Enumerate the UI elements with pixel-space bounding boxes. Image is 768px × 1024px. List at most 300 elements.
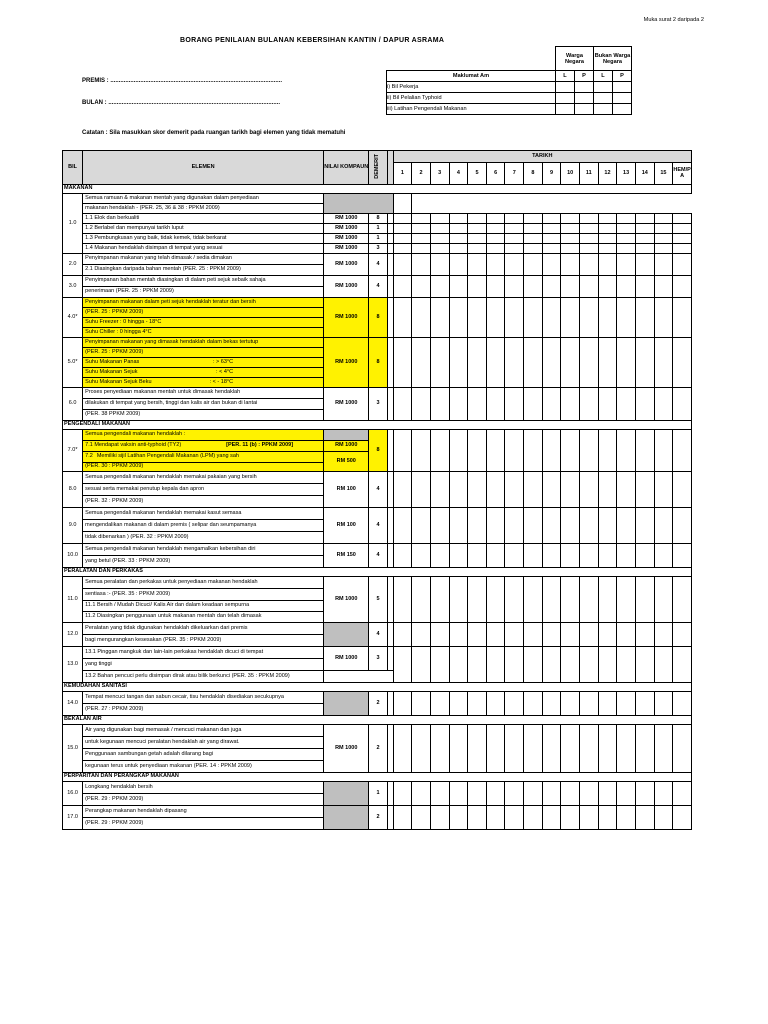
- date-score-cell[interactable]: [654, 430, 673, 472]
- date-score-cell[interactable]: [412, 577, 431, 623]
- date-score-cell[interactable]: [505, 692, 524, 716]
- date-score-cell[interactable]: [430, 224, 449, 234]
- date-score-cell[interactable]: [617, 692, 636, 716]
- date-score-cell[interactable]: [635, 254, 654, 276]
- date-score-cell[interactable]: [393, 234, 412, 244]
- date-score-cell[interactable]: [486, 725, 505, 773]
- date-score-cell[interactable]: [468, 806, 487, 830]
- date-score-cell[interactable]: [468, 508, 487, 544]
- date-score-cell[interactable]: [654, 298, 673, 338]
- date-score-cell[interactable]: [617, 577, 636, 623]
- date-score-cell[interactable]: [580, 254, 599, 276]
- date-score-cell[interactable]: [430, 472, 449, 508]
- date-score-cell[interactable]: [542, 577, 561, 623]
- date-score-cell[interactable]: [393, 244, 412, 254]
- date-score-cell[interactable]: [505, 338, 524, 388]
- input-cell[interactable]: [613, 93, 632, 104]
- date-score-cell[interactable]: [430, 234, 449, 244]
- date-score-cell[interactable]: [449, 508, 468, 544]
- date-score-cell[interactable]: [412, 244, 431, 254]
- date-score-cell[interactable]: [412, 782, 431, 806]
- date-score-cell[interactable]: [617, 298, 636, 338]
- date-score-cell[interactable]: [617, 244, 636, 254]
- date-score-cell[interactable]: [486, 224, 505, 234]
- date-score-cell[interactable]: [654, 224, 673, 234]
- date-score-cell[interactable]: [635, 577, 654, 623]
- date-score-cell[interactable]: [635, 782, 654, 806]
- date-score-cell[interactable]: [561, 298, 580, 338]
- date-score-cell[interactable]: [617, 725, 636, 773]
- date-score-cell[interactable]: [598, 338, 617, 388]
- date-score-cell[interactable]: [542, 647, 561, 683]
- date-score-cell[interactable]: [449, 692, 468, 716]
- date-score-cell[interactable]: [468, 234, 487, 244]
- input-cell[interactable]: [594, 104, 613, 115]
- date-score-cell[interactable]: [561, 782, 580, 806]
- date-score-cell[interactable]: [393, 472, 412, 508]
- date-score-cell[interactable]: [542, 276, 561, 298]
- date-score-cell[interactable]: [561, 623, 580, 647]
- date-score-cell[interactable]: [505, 508, 524, 544]
- date-score-cell[interactable]: [505, 298, 524, 338]
- date-score-cell[interactable]: [542, 692, 561, 716]
- date-score-cell[interactable]: [449, 544, 468, 568]
- date-score-cell[interactable]: [468, 388, 487, 421]
- date-score-cell[interactable]: [468, 244, 487, 254]
- date-score-cell[interactable]: [468, 430, 487, 472]
- input-cell[interactable]: [575, 82, 594, 93]
- date-score-cell[interactable]: [449, 430, 468, 472]
- date-score-cell[interactable]: [468, 276, 487, 298]
- date-score-cell[interactable]: [486, 276, 505, 298]
- date-score-cell[interactable]: [598, 388, 617, 421]
- date-score-cell[interactable]: [430, 276, 449, 298]
- date-score-cell[interactable]: [580, 806, 599, 830]
- date-score-cell[interactable]: [654, 623, 673, 647]
- date-score-cell[interactable]: [580, 244, 599, 254]
- date-score-cell[interactable]: [561, 430, 580, 472]
- date-score-cell[interactable]: [673, 692, 692, 716]
- date-score-cell[interactable]: [505, 725, 524, 773]
- date-score-cell[interactable]: [486, 338, 505, 388]
- date-score-cell[interactable]: [598, 692, 617, 716]
- date-score-cell[interactable]: [486, 254, 505, 276]
- date-score-cell[interactable]: [430, 623, 449, 647]
- date-score-cell[interactable]: [580, 234, 599, 244]
- date-score-cell[interactable]: [580, 338, 599, 388]
- date-score-cell[interactable]: [580, 298, 599, 338]
- date-score-cell[interactable]: [449, 244, 468, 254]
- date-score-cell[interactable]: [635, 244, 654, 254]
- date-score-cell[interactable]: [561, 806, 580, 830]
- date-score-cell[interactable]: [524, 276, 543, 298]
- date-score-cell[interactable]: [430, 254, 449, 276]
- date-score-cell[interactable]: [468, 647, 487, 683]
- date-score-cell[interactable]: [542, 298, 561, 338]
- date-score-cell[interactable]: [561, 508, 580, 544]
- date-score-cell[interactable]: [598, 577, 617, 623]
- date-score-cell[interactable]: [542, 244, 561, 254]
- date-score-cell[interactable]: [673, 298, 692, 338]
- date-score-cell[interactable]: [524, 692, 543, 716]
- input-cell[interactable]: [556, 104, 575, 115]
- date-score-cell[interactable]: [654, 388, 673, 421]
- date-score-cell[interactable]: [449, 472, 468, 508]
- date-score-cell[interactable]: [561, 692, 580, 716]
- date-score-cell[interactable]: [580, 782, 599, 806]
- date-score-cell[interactable]: [635, 276, 654, 298]
- date-score-cell[interactable]: [468, 298, 487, 338]
- date-score-cell[interactable]: [654, 725, 673, 773]
- date-score-cell[interactable]: [468, 623, 487, 647]
- date-score-cell[interactable]: [673, 214, 692, 224]
- date-score-cell[interactable]: [561, 577, 580, 623]
- date-score-cell[interactable]: [449, 647, 468, 683]
- date-score-cell[interactable]: [580, 214, 599, 224]
- date-score-cell[interactable]: [617, 782, 636, 806]
- date-score-cell[interactable]: [412, 692, 431, 716]
- date-score-cell[interactable]: [598, 508, 617, 544]
- date-score-cell[interactable]: [654, 782, 673, 806]
- date-score-cell[interactable]: [617, 806, 636, 830]
- date-score-cell[interactable]: [673, 276, 692, 298]
- date-score-cell[interactable]: [542, 508, 561, 544]
- date-score-cell[interactable]: [598, 234, 617, 244]
- date-score-cell[interactable]: [561, 224, 580, 234]
- date-score-cell[interactable]: [486, 544, 505, 568]
- date-score-cell[interactable]: [654, 647, 673, 683]
- date-score-cell[interactable]: [580, 276, 599, 298]
- date-score-cell[interactable]: [524, 806, 543, 830]
- date-score-cell[interactable]: [561, 234, 580, 244]
- date-score-cell[interactable]: [654, 254, 673, 276]
- date-score-cell[interactable]: [673, 254, 692, 276]
- date-score-cell[interactable]: [617, 430, 636, 472]
- date-score-cell[interactable]: [412, 725, 431, 773]
- date-score-cell[interactable]: [673, 647, 692, 683]
- date-score-cell[interactable]: [468, 472, 487, 508]
- date-score-cell[interactable]: [524, 298, 543, 338]
- date-score-cell[interactable]: [524, 623, 543, 647]
- date-score-cell[interactable]: [580, 472, 599, 508]
- input-cell[interactable]: [594, 93, 613, 104]
- date-score-cell[interactable]: [542, 224, 561, 234]
- date-score-cell[interactable]: [524, 388, 543, 421]
- date-score-cell[interactable]: [524, 338, 543, 388]
- date-score-cell[interactable]: [635, 725, 654, 773]
- date-score-cell[interactable]: [505, 577, 524, 623]
- date-score-cell[interactable]: [468, 254, 487, 276]
- date-score-cell[interactable]: [393, 224, 412, 234]
- date-score-cell[interactable]: [654, 577, 673, 623]
- date-score-cell[interactable]: [505, 214, 524, 224]
- date-score-cell[interactable]: [561, 725, 580, 773]
- date-score-cell[interactable]: [542, 782, 561, 806]
- date-score-cell[interactable]: [524, 472, 543, 508]
- date-score-cell[interactable]: [505, 544, 524, 568]
- date-score-cell[interactable]: [654, 544, 673, 568]
- date-score-cell[interactable]: [542, 472, 561, 508]
- date-score-cell[interactable]: [524, 544, 543, 568]
- date-score-cell[interactable]: [486, 234, 505, 244]
- date-score-cell[interactable]: [654, 234, 673, 244]
- date-score-cell[interactable]: [617, 388, 636, 421]
- date-score-cell[interactable]: [449, 234, 468, 244]
- date-score-cell[interactable]: [617, 214, 636, 224]
- date-score-cell[interactable]: [524, 430, 543, 472]
- date-score-cell[interactable]: [542, 623, 561, 647]
- date-score-cell[interactable]: [430, 806, 449, 830]
- date-score-cell[interactable]: [598, 276, 617, 298]
- date-score-cell[interactable]: [449, 338, 468, 388]
- date-score-cell[interactable]: [542, 806, 561, 830]
- date-score-cell[interactable]: [561, 388, 580, 421]
- date-score-cell[interactable]: [468, 782, 487, 806]
- date-score-cell[interactable]: [580, 508, 599, 544]
- date-score-cell[interactable]: [412, 298, 431, 338]
- date-score-cell[interactable]: [505, 430, 524, 472]
- date-score-cell[interactable]: [598, 725, 617, 773]
- date-score-cell[interactable]: [393, 782, 412, 806]
- date-score-cell[interactable]: [505, 244, 524, 254]
- date-score-cell[interactable]: [430, 692, 449, 716]
- date-score-cell[interactable]: [617, 234, 636, 244]
- date-score-cell[interactable]: [617, 472, 636, 508]
- date-score-cell[interactable]: [524, 647, 543, 683]
- date-score-cell[interactable]: [524, 782, 543, 806]
- date-score-cell[interactable]: [468, 692, 487, 716]
- date-score-cell[interactable]: [598, 224, 617, 234]
- date-score-cell[interactable]: [393, 544, 412, 568]
- date-score-cell[interactable]: [635, 430, 654, 472]
- date-score-cell[interactable]: [393, 276, 412, 298]
- date-score-cell[interactable]: [598, 214, 617, 224]
- date-score-cell[interactable]: [654, 806, 673, 830]
- input-cell[interactable]: [613, 104, 632, 115]
- date-score-cell[interactable]: [505, 276, 524, 298]
- date-score-cell[interactable]: [430, 388, 449, 421]
- date-score-cell[interactable]: [635, 388, 654, 421]
- date-score-cell[interactable]: [598, 544, 617, 568]
- date-score-cell[interactable]: [505, 782, 524, 806]
- date-score-cell[interactable]: [561, 544, 580, 568]
- date-score-cell[interactable]: [486, 782, 505, 806]
- date-score-cell[interactable]: [673, 577, 692, 623]
- date-score-cell[interactable]: [468, 577, 487, 623]
- date-score-cell[interactable]: [635, 647, 654, 683]
- date-score-cell[interactable]: [580, 725, 599, 773]
- date-score-cell[interactable]: [486, 692, 505, 716]
- input-cell[interactable]: [575, 93, 594, 104]
- input-cell[interactable]: [575, 104, 594, 115]
- date-score-cell[interactable]: [524, 725, 543, 773]
- date-score-cell[interactable]: [635, 338, 654, 388]
- date-score-cell[interactable]: [673, 472, 692, 508]
- date-score-cell[interactable]: [412, 224, 431, 234]
- date-score-cell[interactable]: [542, 388, 561, 421]
- date-score-cell[interactable]: [393, 214, 412, 224]
- date-score-cell[interactable]: [635, 508, 654, 544]
- date-score-cell[interactable]: [412, 647, 431, 683]
- date-score-cell[interactable]: [449, 782, 468, 806]
- date-score-cell[interactable]: [673, 725, 692, 773]
- date-score-cell[interactable]: [412, 254, 431, 276]
- date-score-cell[interactable]: [412, 338, 431, 388]
- input-cell[interactable]: [556, 82, 575, 93]
- date-score-cell[interactable]: [449, 623, 468, 647]
- date-score-cell[interactable]: [468, 224, 487, 234]
- date-score-cell[interactable]: [412, 806, 431, 830]
- date-score-cell[interactable]: [598, 254, 617, 276]
- date-score-cell[interactable]: [617, 647, 636, 683]
- date-score-cell[interactable]: [580, 224, 599, 234]
- date-score-cell[interactable]: [561, 338, 580, 388]
- date-score-cell[interactable]: [542, 234, 561, 244]
- date-score-cell[interactable]: [673, 623, 692, 647]
- date-score-cell[interactable]: [598, 244, 617, 254]
- date-score-cell[interactable]: [486, 472, 505, 508]
- date-score-cell[interactable]: [580, 692, 599, 716]
- date-score-cell[interactable]: [430, 430, 449, 472]
- date-score-cell[interactable]: [505, 647, 524, 683]
- date-score-cell[interactable]: [393, 338, 412, 388]
- date-score-cell[interactable]: [561, 214, 580, 224]
- date-score-cell[interactable]: [505, 806, 524, 830]
- date-score-cell[interactable]: [505, 472, 524, 508]
- date-score-cell[interactable]: [393, 806, 412, 830]
- date-score-cell[interactable]: [617, 544, 636, 568]
- date-score-cell[interactable]: [430, 338, 449, 388]
- date-score-cell[interactable]: [524, 508, 543, 544]
- date-score-cell[interactable]: [524, 577, 543, 623]
- date-score-cell[interactable]: [598, 430, 617, 472]
- date-score-cell[interactable]: [412, 623, 431, 647]
- date-score-cell[interactable]: [561, 276, 580, 298]
- date-score-cell[interactable]: [617, 224, 636, 234]
- date-score-cell[interactable]: [542, 430, 561, 472]
- bulan-field[interactable]: BULAN : .......................................................................................................: [82, 100, 281, 106]
- date-score-cell[interactable]: [654, 214, 673, 224]
- date-score-cell[interactable]: [673, 544, 692, 568]
- date-score-cell[interactable]: [505, 623, 524, 647]
- date-score-cell[interactable]: [430, 647, 449, 683]
- date-score-cell[interactable]: [561, 244, 580, 254]
- input-cell[interactable]: [594, 82, 613, 93]
- date-score-cell[interactable]: [430, 782, 449, 806]
- date-score-cell[interactable]: [598, 806, 617, 830]
- date-score-cell[interactable]: [486, 508, 505, 544]
- date-score-cell[interactable]: [393, 577, 412, 623]
- date-score-cell[interactable]: [635, 692, 654, 716]
- premis-field[interactable]: PREMIS : .......................................................................................................: [82, 78, 283, 84]
- date-score-cell[interactable]: [486, 244, 505, 254]
- date-score-cell[interactable]: [412, 214, 431, 224]
- date-score-cell[interactable]: [635, 234, 654, 244]
- date-score-cell[interactable]: [393, 298, 412, 338]
- date-score-cell[interactable]: [673, 338, 692, 388]
- date-score-cell[interactable]: [412, 234, 431, 244]
- date-score-cell[interactable]: [524, 234, 543, 244]
- date-score-cell[interactable]: [449, 388, 468, 421]
- date-score-cell[interactable]: [542, 254, 561, 276]
- date-score-cell[interactable]: [635, 472, 654, 508]
- date-score-cell[interactable]: [673, 244, 692, 254]
- date-score-cell[interactable]: [505, 254, 524, 276]
- date-score-cell[interactable]: [542, 544, 561, 568]
- date-score-cell[interactable]: [412, 276, 431, 298]
- date-score-cell[interactable]: [393, 388, 412, 421]
- date-score-cell[interactable]: [449, 254, 468, 276]
- date-score-cell[interactable]: [393, 623, 412, 647]
- date-score-cell[interactable]: [393, 430, 412, 472]
- date-score-cell[interactable]: [412, 472, 431, 508]
- date-score-cell[interactable]: [654, 472, 673, 508]
- date-score-cell[interactable]: [524, 254, 543, 276]
- date-score-cell[interactable]: [635, 214, 654, 224]
- date-score-cell[interactable]: [393, 725, 412, 773]
- date-score-cell[interactable]: [449, 298, 468, 338]
- date-score-cell[interactable]: [654, 338, 673, 388]
- date-score-cell[interactable]: [654, 244, 673, 254]
- date-score-cell[interactable]: [412, 388, 431, 421]
- date-score-cell[interactable]: [617, 623, 636, 647]
- date-score-cell[interactable]: [468, 214, 487, 224]
- date-score-cell[interactable]: [673, 782, 692, 806]
- date-score-cell[interactable]: [449, 214, 468, 224]
- date-score-cell[interactable]: [654, 276, 673, 298]
- date-score-cell[interactable]: [430, 214, 449, 224]
- date-score-cell[interactable]: [486, 388, 505, 421]
- date-score-cell[interactable]: [486, 806, 505, 830]
- date-score-cell[interactable]: [468, 544, 487, 568]
- date-score-cell[interactable]: [430, 725, 449, 773]
- date-score-cell[interactable]: [635, 623, 654, 647]
- date-score-cell[interactable]: [580, 647, 599, 683]
- date-score-cell[interactable]: [561, 472, 580, 508]
- date-score-cell[interactable]: [430, 244, 449, 254]
- date-score-cell[interactable]: [524, 244, 543, 254]
- input-cell[interactable]: [613, 82, 632, 93]
- date-score-cell[interactable]: [393, 508, 412, 544]
- date-score-cell[interactable]: [468, 338, 487, 388]
- date-score-cell[interactable]: [542, 725, 561, 773]
- date-score-cell[interactable]: [617, 254, 636, 276]
- date-score-cell[interactable]: [673, 224, 692, 234]
- date-score-cell[interactable]: [505, 224, 524, 234]
- date-score-cell[interactable]: [486, 214, 505, 224]
- date-score-cell[interactable]: [524, 214, 543, 224]
- date-score-cell[interactable]: [635, 224, 654, 234]
- date-score-cell[interactable]: [654, 508, 673, 544]
- date-score-cell[interactable]: [486, 577, 505, 623]
- date-score-cell[interactable]: [673, 430, 692, 472]
- date-score-cell[interactable]: [598, 472, 617, 508]
- date-score-cell[interactable]: [393, 254, 412, 276]
- date-score-cell[interactable]: [430, 577, 449, 623]
- date-score-cell[interactable]: [561, 254, 580, 276]
- date-score-cell[interactable]: [524, 224, 543, 234]
- date-score-cell[interactable]: [673, 806, 692, 830]
- date-score-cell[interactable]: [412, 544, 431, 568]
- date-score-cell[interactable]: [673, 388, 692, 421]
- date-score-cell[interactable]: [673, 508, 692, 544]
- date-score-cell[interactable]: [505, 234, 524, 244]
- date-score-cell[interactable]: [635, 544, 654, 568]
- date-score-cell[interactable]: [617, 508, 636, 544]
- date-score-cell[interactable]: [486, 623, 505, 647]
- date-score-cell[interactable]: [542, 338, 561, 388]
- date-score-cell[interactable]: [635, 298, 654, 338]
